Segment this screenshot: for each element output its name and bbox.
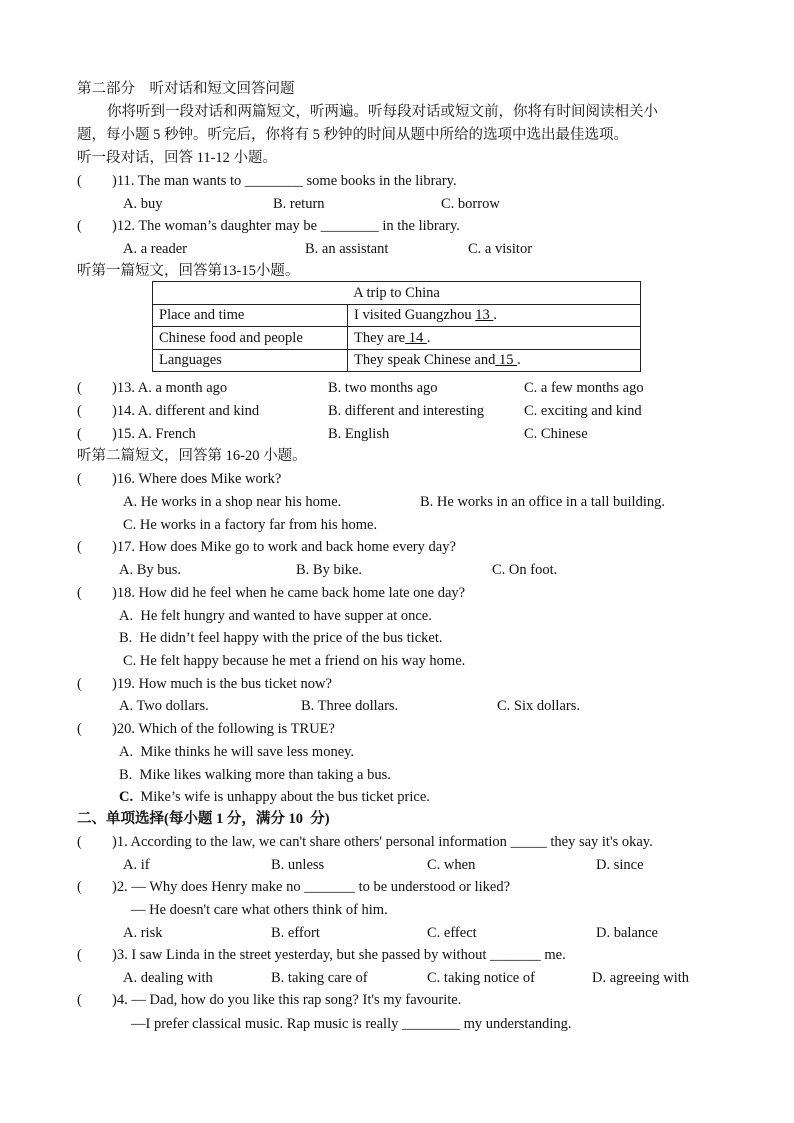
q20-option-c[interactable] (119, 788, 430, 806)
answer-paren[interactable]: ( (77, 947, 82, 963)
q12-option-b[interactable]: B. an assistant (305, 241, 389, 257)
q12-option-a[interactable]: A. a reader (123, 241, 187, 257)
answer-paren[interactable]: ( (77, 834, 82, 850)
q11-option-b[interactable]: B. return (273, 196, 325, 212)
q19-option-b[interactable]: B. Three dollars. (301, 698, 399, 714)
mc1-option-c[interactable]: C. when (427, 857, 476, 873)
answer-paren[interactable]: ( (77, 380, 82, 396)
mc1-option-d[interactable]: D. since (596, 857, 644, 873)
answer-paren[interactable]: ( (77, 721, 82, 737)
mc2-option-d[interactable]: D. balance (596, 925, 658, 941)
trip-table (152, 281, 641, 372)
q18-option-b[interactable]: B. He didn’t feel happy with the price of the bus ticket. (119, 630, 443, 646)
question-stem-20: )20. Which of the following is TRUE? (112, 721, 335, 737)
q19-option-a[interactable]: A. Two dollars. (119, 698, 209, 714)
q16-option-a[interactable]: A. He works in a shop near his home. (123, 494, 342, 510)
option-letter: C. (119, 789, 134, 805)
q20-option-b[interactable]: B. Mike likes walking more than taking a bus. (119, 767, 391, 783)
passage1-instruction: 听第一篇短文，回答第13-15小题。 (77, 263, 300, 279)
question-stem-13: )13. A. a month ago (112, 380, 228, 396)
mc1-option-b[interactable]: B. unless (271, 857, 325, 873)
q12-option-c[interactable]: C. a visitor (468, 241, 533, 257)
mc3-option-b[interactable]: B. taking care of (271, 970, 368, 986)
table-row-value (348, 304, 641, 327)
answer-paren[interactable]: ( (77, 879, 82, 895)
question-stem-15: )15. A. French (112, 426, 196, 442)
mc2-option-c[interactable]: C. effect (427, 925, 477, 941)
table-title: A trip to China (153, 282, 641, 305)
part2-intro-line1: 你将听到一段对话和两篇短文，听两遍。听每段对话或短文前，你将有时间阅读相关小 (107, 104, 658, 120)
q18-option-a[interactable]: A. He felt hungry and wanted to have supper at once. (119, 608, 432, 624)
q20-option-a[interactable]: A. Mike thinks he will save less money. (119, 744, 355, 760)
q15-option-b[interactable]: B. English (328, 426, 390, 442)
blank-13: 13 (475, 307, 494, 324)
answer-paren[interactable]: ( (77, 585, 82, 601)
q16-option-b[interactable]: B. He works in an office in a tall building. (420, 494, 665, 510)
answer-paren[interactable]: ( (77, 676, 82, 692)
table-row-value (348, 349, 641, 372)
mc2-reply: — He doesn't care what others think of him. (131, 902, 388, 918)
section2-heading: 二、单项选择(每小题 1 分，满分 10 分) (77, 811, 330, 827)
q18-option-c[interactable]: C. He felt happy because he met a friend on his way home. (123, 653, 466, 669)
answer-paren[interactable]: ( (77, 403, 82, 419)
dialogue-instruction: 听一段对话，回答 11-12 小题。 (77, 150, 278, 166)
answer-paren[interactable]: ( (77, 539, 82, 555)
question-stem-11: )11. The man wants to ________ some books in the library. (112, 173, 457, 189)
mc3-option-c[interactable]: C. taking notice of (427, 970, 535, 986)
blank-15: 15 (495, 352, 518, 369)
table-row-label: Place and time (153, 304, 348, 327)
mc-question-stem-3: )3. I saw Linda in the street yesterday, but she passed by without _______ me. (112, 947, 566, 963)
mc2-option-a[interactable]: A. risk (123, 925, 163, 941)
row-text: . (426, 329, 431, 346)
part2-intro-line2: 题，每小题 5 秒钟。听完后，你将有 5 秒钟的时间从题中所给的选项中选出最佳选项。 (77, 127, 628, 143)
mc4-reply: —I prefer classical music. Rap music is really ________ my understanding. (131, 1016, 572, 1032)
answer-paren[interactable]: ( (77, 173, 82, 189)
table-header-row (153, 282, 641, 305)
question-stem-18: )18. How did he feel when he came back home late one day? (112, 585, 466, 601)
q11-option-a[interactable]: A. buy (123, 196, 163, 212)
row-text: I visited Guangzhou (354, 307, 476, 324)
mc-question-stem-1: )1. According to the law, we can't share others' personal information _____ they say it's okay. (112, 834, 653, 850)
row-text: They speak Chinese and (354, 352, 496, 369)
q13-option-c[interactable]: C. a few months ago (524, 380, 644, 396)
question-stem-19: )19. How much is the bus ticket now? (112, 676, 332, 692)
mc1-option-a[interactable]: A. if (123, 857, 150, 873)
row-text: . (493, 307, 497, 324)
q14-option-b[interactable]: B. different and interesting (328, 403, 484, 419)
table-row-label: Languages (153, 349, 348, 372)
question-stem-17: )17. How does Mike go to work and back home every day? (112, 539, 456, 555)
question-stem-16: )16. Where does Mike work? (112, 471, 282, 487)
mc-question-stem-4: )4. — Dad, how do you like this rap song? It's my favourite. (112, 992, 462, 1008)
question-stem-14: )14. A. different and kind (112, 403, 260, 419)
answer-paren[interactable]: ( (77, 426, 82, 442)
mc-question-stem-2: )2. — Why does Henry make no _______ to be understood or liked? (112, 879, 510, 895)
answer-paren[interactable]: ( (77, 992, 82, 1008)
table-row-label: Chinese food and people (153, 327, 348, 350)
part2-heading: 第二部分 听对话和短文回答问题 (77, 81, 295, 97)
mc3-option-d[interactable]: D. agreeing with (592, 970, 690, 986)
question-stem-12: )12. The woman’s daughter may be ________ in the library. (112, 218, 460, 234)
q14-option-c[interactable]: C. exciting and kind (524, 403, 642, 419)
q16-option-c[interactable]: C. He works in a factory far from his home. (123, 517, 378, 533)
q17-option-c[interactable]: C. On foot. (492, 562, 558, 578)
q15-option-c[interactable]: C. Chinese (524, 426, 588, 442)
q11-option-c[interactable]: C. borrow (441, 196, 500, 212)
mc3-option-a[interactable]: A. dealing with (123, 970, 213, 986)
row-text: . (517, 352, 521, 369)
table-row (153, 349, 641, 372)
table-row (153, 327, 641, 350)
q13-option-b[interactable]: B. two months ago (328, 380, 438, 396)
passage2-instruction: 听第二篇短文，回答第 16-20 小题。 (77, 448, 307, 464)
table-row-value (348, 327, 641, 350)
option-text: Mike’s wife is unhappy about the bus ticket price. (133, 789, 430, 805)
row-text: They are (354, 329, 406, 346)
table-row (153, 304, 641, 327)
answer-paren[interactable]: ( (77, 218, 82, 234)
answer-paren[interactable]: ( (77, 471, 82, 487)
blank-14: 14 (405, 329, 427, 346)
q19-option-c[interactable]: C. Six dollars. (497, 698, 580, 714)
q17-option-a[interactable]: A. By bus. (119, 562, 182, 578)
mc2-option-b[interactable]: B. effort (271, 925, 320, 941)
q17-option-b[interactable]: B. By bike. (296, 562, 363, 578)
